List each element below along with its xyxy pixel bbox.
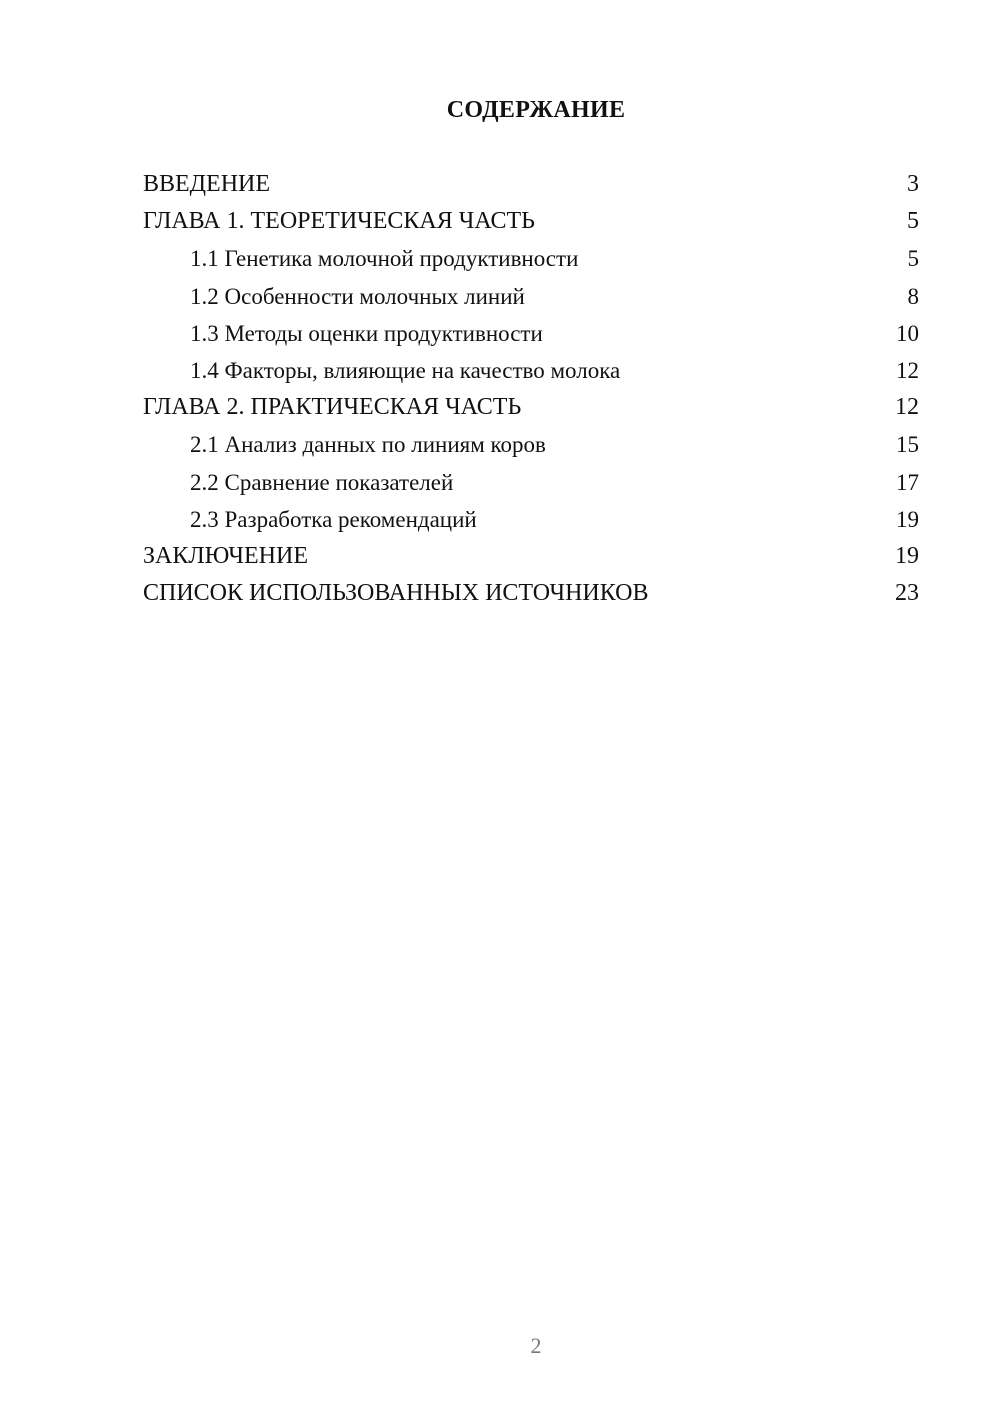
toc-title: СОДЕРЖАНИЕ <box>446 97 626 123</box>
toc-entry-label: 1.3 Методы оценки продуктивности <box>190 320 543 346</box>
toc-entry-page: 3 <box>907 171 919 197</box>
toc-entry-label: 2.3 Разработка рекомендаций <box>190 506 477 532</box>
toc-entry-introduction <box>143 166 919 203</box>
toc-entry-chapter-2 <box>143 389 919 426</box>
toc-entry-label: ВВЕДЕНИЕ <box>143 171 271 197</box>
toc-entry-section-1-1 <box>143 240 919 277</box>
toc-entry-page: 19 <box>895 542 919 569</box>
toc-entry-label: 2.1 Анализ данных по линиям коров <box>190 432 546 458</box>
toc-entry-page: 19 <box>896 506 919 532</box>
toc-entry-section-2-2 <box>143 464 919 501</box>
toc-entry-section-2-3 <box>143 501 919 538</box>
toc-entry-page: 17 <box>896 469 919 495</box>
table-of-contents <box>143 166 919 612</box>
toc-entry-conclusion <box>143 538 919 575</box>
toc-entry-section-1-2 <box>143 278 919 315</box>
toc-entry-page: 8 <box>907 283 919 309</box>
toc-entry-page: 12 <box>895 394 919 421</box>
toc-entry-label: 1.4 Факторы, влияющие на качество молока <box>190 357 621 383</box>
toc-entry-section-2-1 <box>143 426 919 463</box>
toc-entry-page: 23 <box>895 580 919 607</box>
toc-entry-chapter-1 <box>143 203 919 240</box>
toc-entry-label: ЗАКЛЮЧЕНИЕ <box>143 542 308 569</box>
toc-entry-section-1-3 <box>143 315 919 352</box>
toc-entry-label: 1.2 Особенности молочных линий <box>190 283 525 309</box>
toc-entry-label: ГЛАВА 2. ПРАКТИЧЕСКАЯ ЧАСТЬ <box>143 394 522 421</box>
toc-entry-label: СПИСОК ИСПОЛЬЗОВАННЫХ ИСТОЧНИКОВ <box>143 580 649 607</box>
toc-entry-section-1-4 <box>143 352 919 389</box>
toc-entry-page: 5 <box>907 208 919 235</box>
toc-entry-page: 12 <box>896 357 919 383</box>
page-number: 2 <box>530 1333 542 1358</box>
toc-entry-label: 1.1 Генетика молочной продуктивности <box>190 246 579 272</box>
toc-entry-label: ГЛАВА 1. ТЕОРЕТИЧЕСКАЯ ЧАСТЬ <box>143 208 535 235</box>
toc-entry-references <box>143 575 919 612</box>
toc-entry-page: 15 <box>896 432 919 458</box>
toc-entry-label: 2.2 Сравнение показателей <box>190 469 454 495</box>
toc-entry-page: 5 <box>907 246 919 272</box>
toc-entry-page: 10 <box>896 320 919 346</box>
